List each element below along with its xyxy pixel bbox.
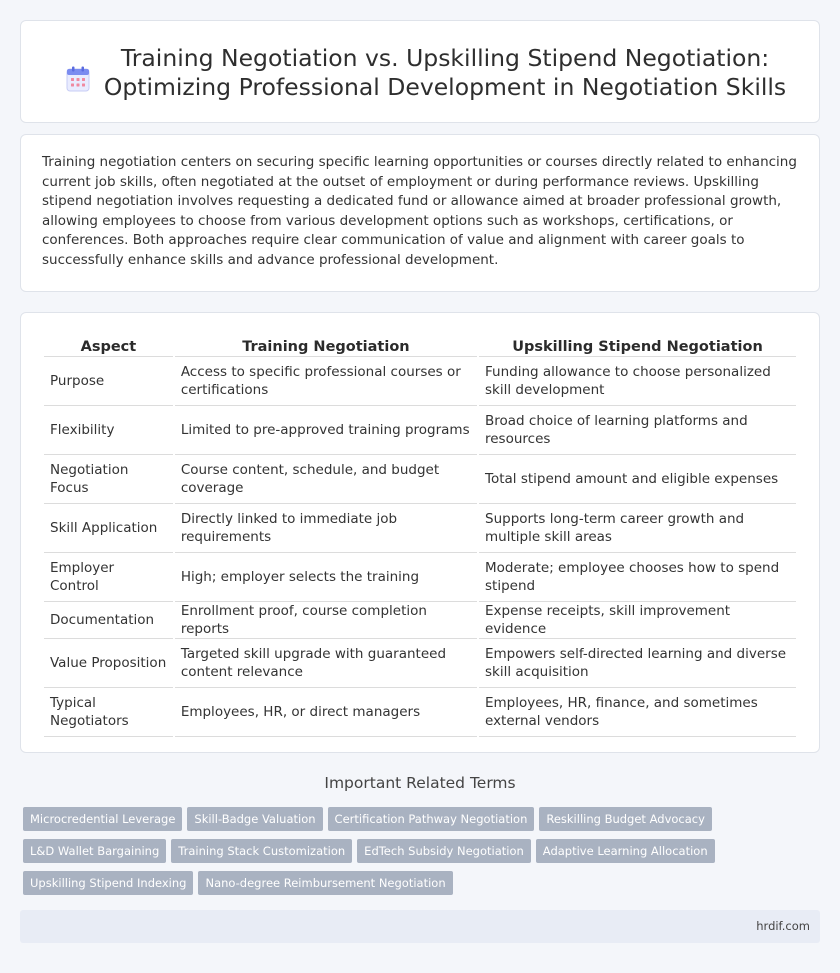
training-cell: Enrollment proof, course completion reports xyxy=(175,602,477,639)
related-tag[interactable]: Certification Pathway Negotiation xyxy=(328,807,535,831)
page-title: Training Negotiation vs. Upskilling Stipend Negotiation: Optimizing Professional Development in Negotiation Skills xyxy=(103,44,787,101)
aspect-cell: Skill Application xyxy=(44,504,173,553)
aspect-cell: Value Proposition xyxy=(44,639,173,688)
aspect-cell: Typical Negotiators xyxy=(44,688,173,737)
table-row xyxy=(44,688,796,737)
stipend-cell: Moderate; employee chooses how to spend stipend xyxy=(479,553,796,602)
aspect-cell: Employer Control xyxy=(44,553,173,602)
intro-paragraph: Training negotiation centers on securing specific learning opportunities or courses directly related to enhancing current job skills, often negotiated at the outset of employment or during performance reviews. Upskilling stipend negotiation involves requesting a dedicated fund or allowance aimed at broader professional growth, allowing employees to choose from various development options such as workshops, certifications, or conferences. Both approaches require clear communication of value and alignment with career goals to successfully enhance skills and advance professional development. xyxy=(42,154,797,268)
training-cell: Targeted skill upgrade with guaranteed content relevance xyxy=(175,639,477,688)
intro-card xyxy=(20,134,820,292)
aspect-cell: Flexibility xyxy=(44,406,173,455)
stipend-cell: Funding allowance to choose personalized skill development xyxy=(479,357,796,406)
table-row xyxy=(44,504,796,553)
training-cell: Employees, HR, or direct managers xyxy=(175,688,477,737)
related-tags-row xyxy=(23,871,813,895)
training-cell: Course content, schedule, and budget coverage xyxy=(175,455,477,504)
training-cell: Directly linked to immediate job requirements xyxy=(175,504,477,553)
table-row xyxy=(44,406,796,455)
related-tag[interactable]: Adaptive Learning Allocation xyxy=(536,839,715,863)
training-cell: Access to specific professional courses or certifications xyxy=(175,357,477,406)
header-stipend: Upskilling Stipend Negotiation xyxy=(479,333,796,357)
title-card xyxy=(20,20,820,123)
related-tag[interactable]: EdTech Subsidy Negotiation xyxy=(357,839,531,863)
header-training: Training Negotiation xyxy=(175,333,477,357)
table-row xyxy=(44,639,796,688)
stipend-cell: Empowers self-directed learning and diverse skill acquisition xyxy=(479,639,796,688)
related-tag[interactable]: L&D Wallet Bargaining xyxy=(23,839,166,863)
table-row xyxy=(44,357,796,406)
table-row xyxy=(44,455,796,504)
related-tag[interactable]: Training Stack Customization xyxy=(171,839,352,863)
stipend-cell: Total stipend amount and eligible expenses xyxy=(479,455,796,504)
table-row xyxy=(44,602,796,639)
table-row xyxy=(44,553,796,602)
aspect-cell: Documentation xyxy=(44,602,173,639)
footer xyxy=(20,910,820,943)
stipend-cell: Broad choice of learning platforms and resources xyxy=(479,406,796,455)
header-aspect: Aspect xyxy=(44,333,173,357)
aspect-cell: Negotiation Focus xyxy=(44,455,173,504)
comparison-card xyxy=(20,312,820,753)
related-terms-title: Important Related Terms xyxy=(324,774,516,792)
related-tag[interactable]: Upskilling Stipend Indexing xyxy=(23,871,193,895)
stipend-cell: Employees, HR, finance, and sometimes external vendors xyxy=(479,688,796,737)
related-tag[interactable]: Skill-Badge Valuation xyxy=(187,807,322,831)
footer-site-link[interactable]: hrdif.com xyxy=(756,919,810,933)
related-tag[interactable]: Nano-degree Reimbursement Negotiation xyxy=(198,871,452,895)
table-header-row xyxy=(44,333,796,357)
related-tag[interactable]: Microcredential Leverage xyxy=(23,807,182,831)
stipend-cell: Expense receipts, skill improvement evidence xyxy=(479,602,796,639)
related-tags-row xyxy=(23,839,813,863)
stipend-cell: Supports long-term career growth and multiple skill areas xyxy=(479,504,796,553)
aspect-cell: Purpose xyxy=(44,357,173,406)
calendar-icon xyxy=(66,66,90,96)
comparison-table xyxy=(42,333,798,737)
training-cell: Limited to pre-approved training programs xyxy=(175,406,477,455)
related-tags-row xyxy=(23,807,813,831)
related-tag[interactable]: Reskilling Budget Advocacy xyxy=(539,807,712,831)
training-cell: High; employer selects the training xyxy=(175,553,477,602)
